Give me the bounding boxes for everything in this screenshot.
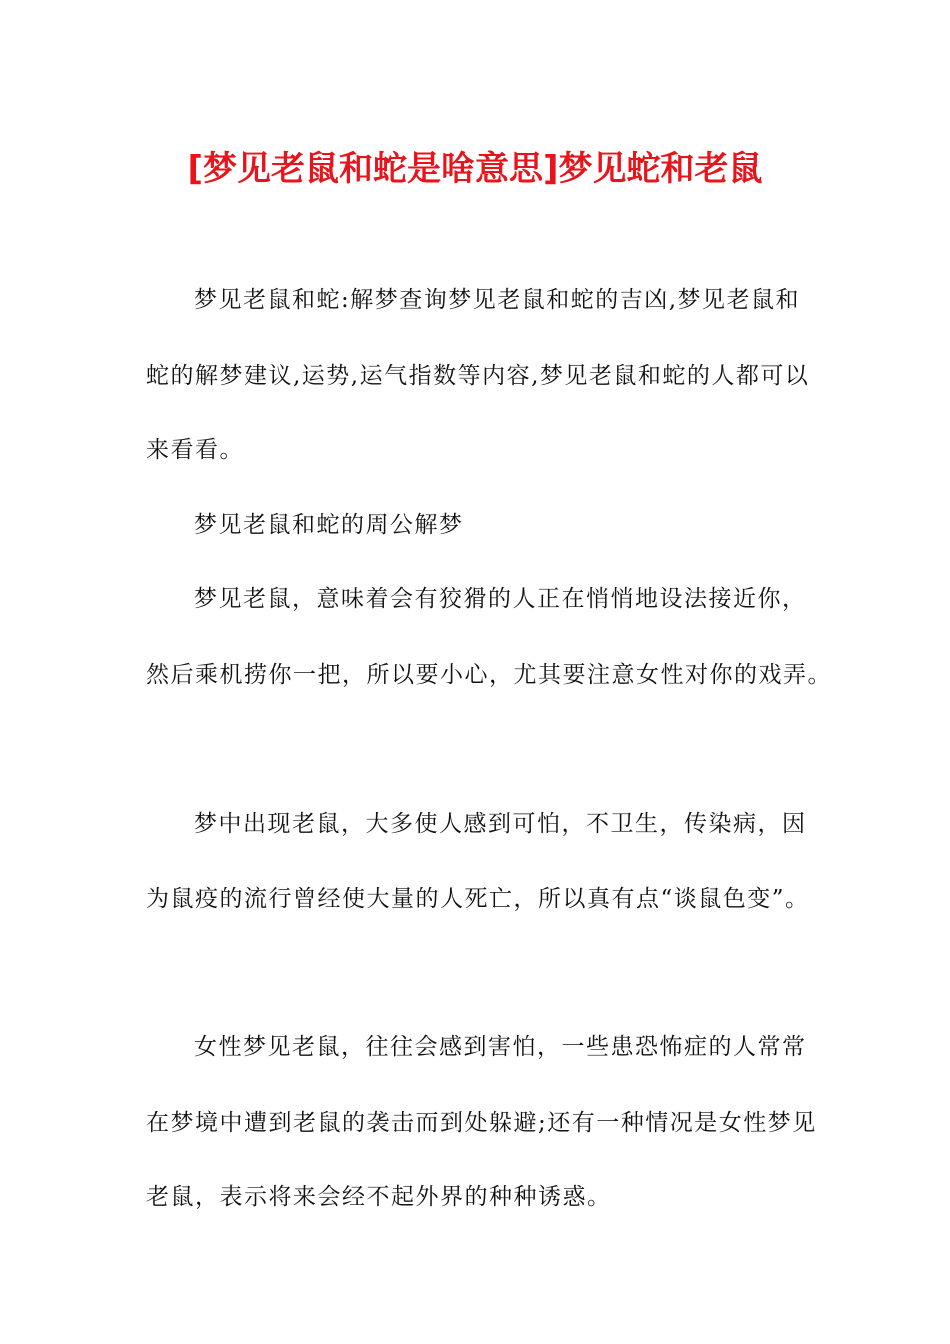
- paragraph-4-line-2: 在梦境中遭到老鼠的袭击而到处躲避;还有一种情况是女性梦见: [146, 1110, 817, 1136]
- paragraph-1-line-3: 来看看。: [146, 437, 244, 463]
- paragraph-2-line-1: 梦见老鼠，意味着会有狡猾的人正在悄悄地设法接近你，: [194, 586, 807, 612]
- paragraph-4-line-1: 女性梦见老鼠，往往会感到害怕，一些患恐怖症的人常常: [194, 1034, 807, 1060]
- paragraph-3-line-1: 梦中出现老鼠，大多使人感到可怕，不卫生，传染病，因: [194, 811, 807, 837]
- paragraph-1-line-2: 蛇的解梦建议,运势,运气指数等内容,梦见老鼠和蛇的人都可以: [146, 363, 810, 389]
- document-title: [梦见老鼠和蛇是啥意思]梦见蛇和老鼠: [187, 149, 763, 189]
- paragraph-1-line-1: 梦见老鼠和蛇:解梦查询梦见老鼠和蛇的吉凶,梦见老鼠和: [194, 287, 801, 313]
- paragraph-3-line-2: 为鼠疫的流行曾经使大量的人死亡，所以真有点“谈鼠色变”。: [146, 886, 810, 912]
- section-heading: 梦见老鼠和蛇的周公解梦: [194, 512, 464, 538]
- paragraph-2-line-2: 然后乘机捞你一把，所以要小心，尤其要注意女性对你的戏弄。: [146, 662, 832, 688]
- paragraph-4-line-3: 老鼠，表示将来会经不起外界的种种诱惑。: [146, 1184, 612, 1210]
